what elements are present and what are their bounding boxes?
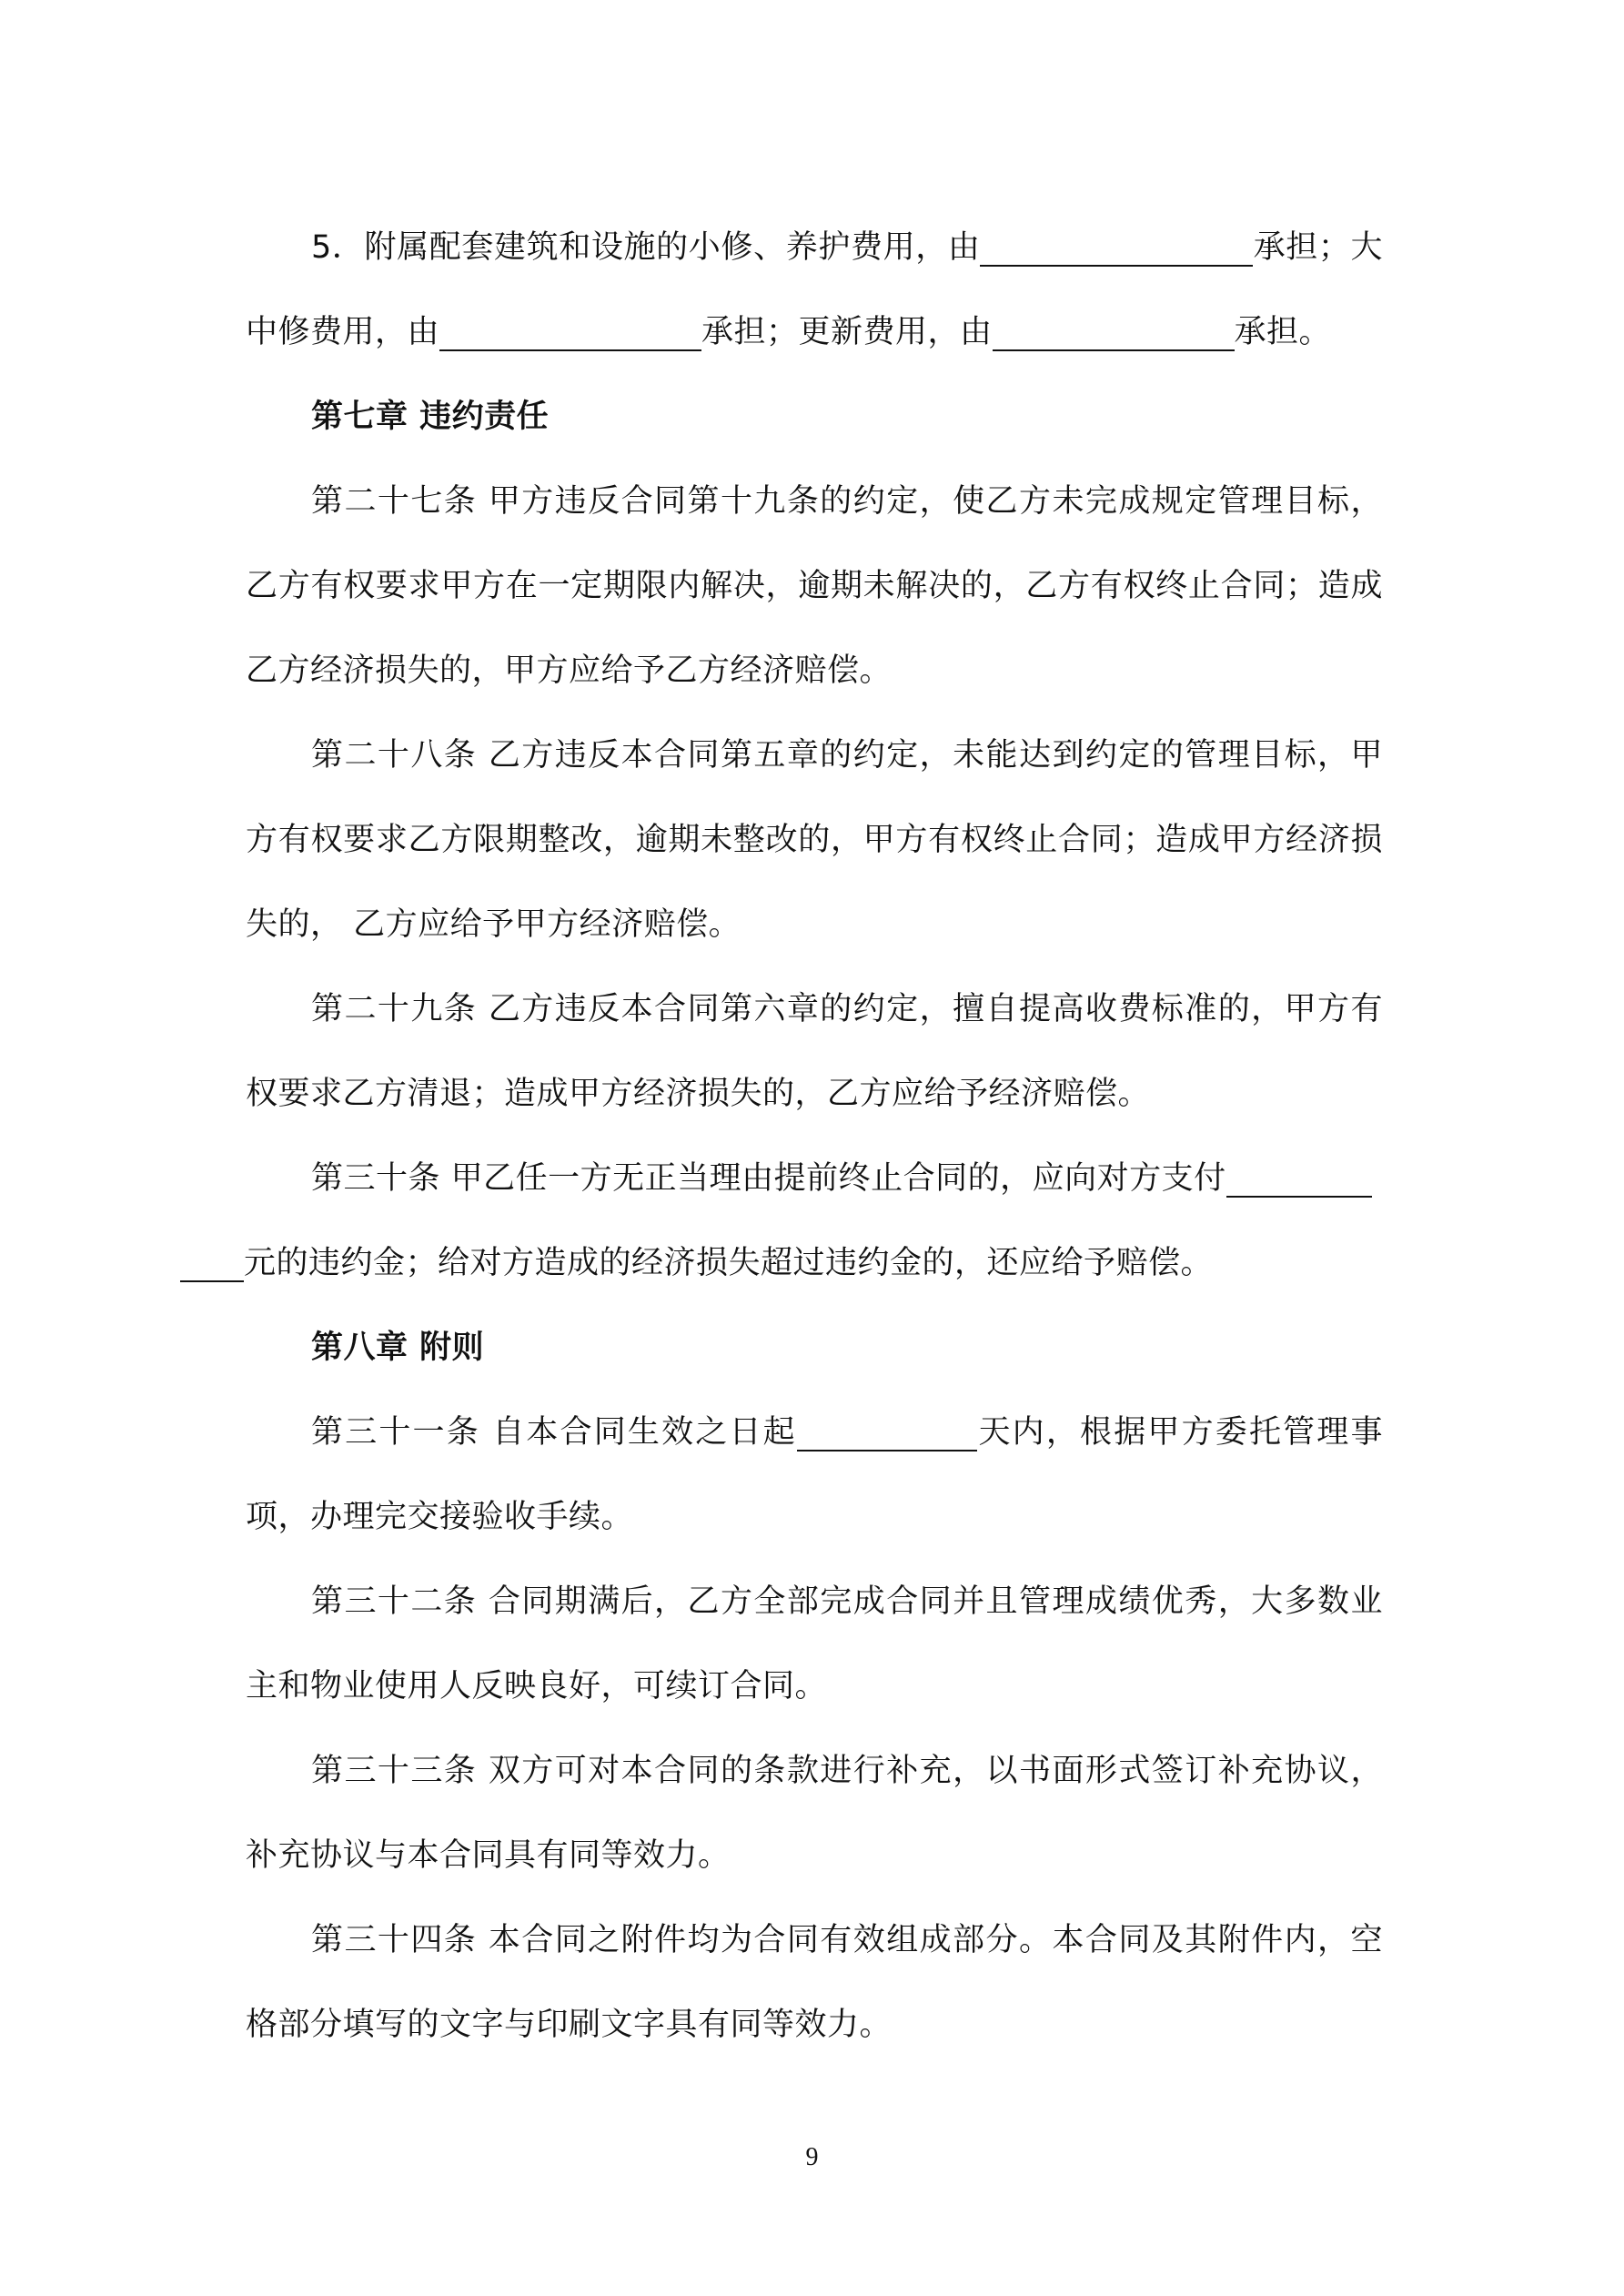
blank-line-penalty-amount-continued: [180, 1244, 244, 1282]
document-body: [246, 206, 1383, 2068]
article-32-paragraph: 第三十二条 合同期满后，乙方全部完成合同并且管理成绩优秀，大多数业主和物业使用人反映良好，可续订合同。: [246, 1583, 1383, 1704]
clause-5-text-3: 承担；更新费用，由: [701, 314, 993, 350]
article-31-text-2: 天内，根据甲方委托管理事项，办理完交接验收手续。: [246, 1414, 1383, 1535]
blank-line-renewal: [993, 313, 1235, 351]
article-34-paragraph: 第三十四条 本合同之附件均为合同有效组成部分。本合同及其附件内，空格部分填写的文字与印刷文字具有同等效力。: [246, 1922, 1383, 2043]
article-28-paragraph: 第二十八条 乙方违反本合同第五章的约定，未能达到约定的管理目标，甲方有权要求乙方限期整改，逾期未整改的，甲方有权终止合同；造成甲方经济损失的， 乙方应给予甲方经济赔偿。: [246, 737, 1383, 943]
article-29-paragraph: 第二十九条 乙方违反本合同第六章的约定，擅自提高收费标准的，甲方有权要求乙方清退；造成甲方经济损失的，乙方应给予经济赔偿。: [246, 991, 1383, 1112]
blank-line-minor-repair: [980, 228, 1253, 267]
chapter-8-heading: 第八章 附则: [311, 1330, 485, 1366]
clause-5-text-1: 5．附属配套建筑和设施的小修、养护费用，由: [311, 229, 981, 266]
article-30-text-1: 第三十条 甲乙任一方无正当理由提前终止合同的，应向对方支付: [311, 1160, 1226, 1197]
article-30-paragraph: [246, 1137, 1383, 1306]
article-30-text-2: 元的违约金；给对方造成的经济损失超过违约金的，还应给予赔偿。: [244, 1245, 1214, 1281]
article-31-paragraph: [246, 1391, 1383, 1560]
clause-5-paragraph: [246, 206, 1383, 375]
article-33-paragraph: 第三十三条 双方可对本合同的条款进行补充，以书面形式签订补充协议，补充协议与本合同具有同等效力。: [246, 1753, 1383, 1874]
article-31-text-1: 第三十一条 自本合同生效之日起: [311, 1414, 797, 1451]
clause-5-text-4: 承担。: [1234, 314, 1332, 350]
clause-5-text-2: 承担；大中修费用，由: [246, 229, 1383, 350]
blank-line-major-repair: [439, 313, 701, 351]
page-number: 9: [805, 2143, 819, 2171]
blank-line-penalty-amount: [1226, 1159, 1372, 1198]
blank-line-days: [797, 1413, 977, 1451]
article-27-paragraph: 第二十七条 甲方违反合同第十九条的约定，使乙方未完成规定管理目标，乙方有权要求甲方在一定期限内解决，逾期未解决的，乙方有权终止合同；造成乙方经济损失的，甲方应给予乙方经济赔偿。: [246, 483, 1383, 689]
chapter-7-heading: 第七章 违约责任: [311, 399, 550, 435]
